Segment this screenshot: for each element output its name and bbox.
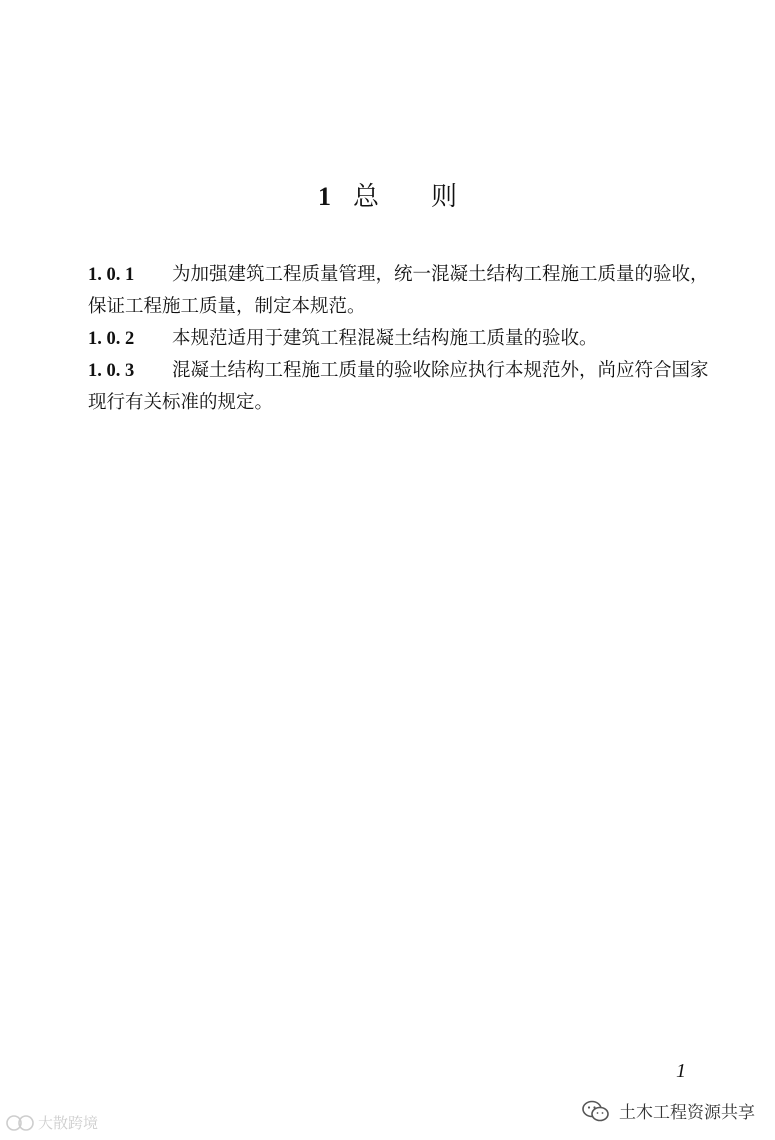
chapter-number: 1: [317, 182, 331, 211]
watermark-text: 大散跨境: [38, 1114, 99, 1132]
source-watermark: [581, 1098, 755, 1123]
clause-1-0-3: [88, 355, 713, 419]
cc-logo: [6, 1114, 34, 1132]
clause-number: 1. 0. 2: [88, 329, 135, 349]
chapter-heading: [0, 176, 775, 213]
clause-text: 为加强建筑工程质量管理，统一混凝土结构工程施工质量的验收，保证工程施工质量，制定本规范。: [88, 264, 709, 317]
clause-1-0-2: [88, 323, 713, 355]
clause-text: 混凝土结构工程施工质量的验收除应执行本规范外，尚应符合国家现行有关标准的规定。: [88, 360, 709, 413]
clause-number: 1. 0. 1: [88, 265, 135, 285]
page-number: 1: [676, 1060, 686, 1082]
clause-1-0-1: [88, 259, 713, 323]
corner-watermark: [6, 1112, 98, 1133]
clause-number: 1. 0. 3: [88, 361, 135, 381]
wechat-icon: [581, 1099, 611, 1123]
clause-text: 本规范适用于建筑工程混凝土结构施工质量的验收。: [172, 328, 598, 349]
watermark-text: 土木工程资源共享: [619, 1103, 755, 1123]
chapter-title: 总 则: [352, 182, 457, 212]
